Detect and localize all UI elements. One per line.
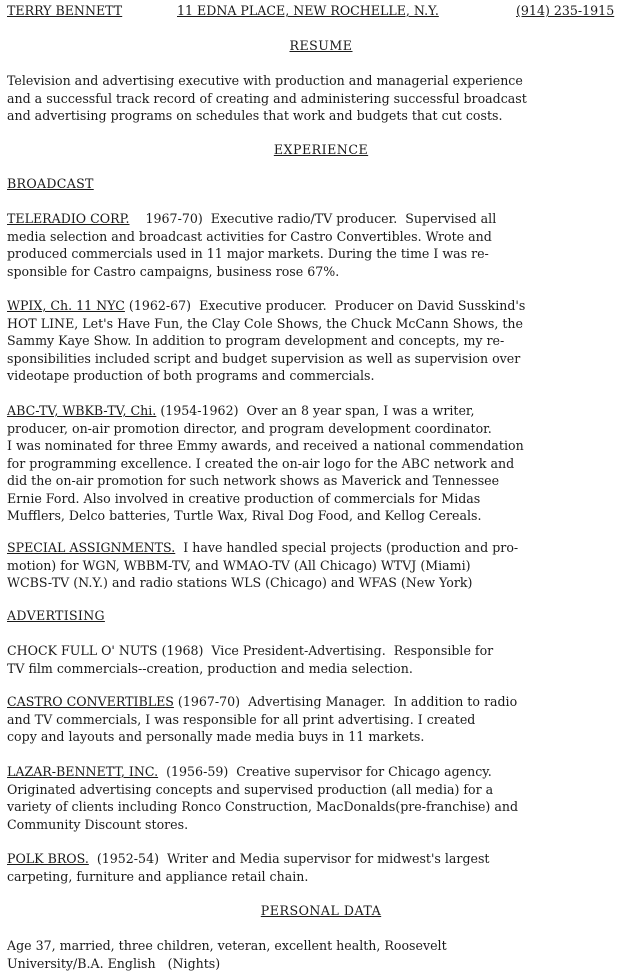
entry-org: WPIX, Ch. 11 NYC — [7, 298, 125, 313]
summary-line: Television and advertising executive with production and managerial experience — [7, 73, 523, 88]
entry-text: I was nominated for three Emmy awards, and received a national commendation — [7, 438, 524, 453]
entry-text: Originated advertising concepts and supervised production (all media) for a — [7, 781, 494, 797]
entry-text: motion) for WGN, WBBM-TV, and WMAO-TV (All Chicago) WTVJ (Miami) — [7, 557, 471, 573]
entry-teleradio — [7, 210, 635, 280]
entry-text: (1968) Vice President-Advertising. Responsible for — [157, 643, 494, 658]
entry-wpix — [7, 297, 635, 385]
summary-paragraph — [7, 72, 635, 125]
entry-text: for programming excellence. I created the on-air logo for the ABC network and — [7, 455, 515, 471]
entry-text: Sammy Kaye Show. In addition to program development and concepts, my re- — [7, 333, 505, 348]
advertising-section-title: ADVERTISING — [7, 608, 105, 623]
entry-text: produced commercials used in 11 major markets. During the time I was re- — [7, 246, 489, 261]
entry-org: TELERADIO CORP. — [7, 211, 130, 226]
personal-data-title: PERSONAL DATA — [260, 903, 382, 918]
entry-text: carpeting, furniture and appliance retail chain. — [7, 868, 309, 884]
entry-lazar-bennett — [7, 763, 635, 833]
entry-castro-convertibles — [7, 693, 635, 746]
contact-header — [7, 2, 635, 20]
entry-text: producer, on-air promotion director, and program development coordinator. — [7, 420, 492, 436]
entry-org: LAZAR-BENNETT, INC. — [7, 764, 159, 779]
entry-text: TV film commercials--creation, production and media selection. — [7, 660, 413, 676]
entry-text: videotape production of both programs and commercials. — [7, 368, 375, 383]
summary-line: and advertising programs on schedules that work and budgets that cut costs. — [7, 108, 503, 123]
entry-text: Mufflers, Delco batteries, Turtle Wax, Rival Dog Food, and Kellog Cereals. — [7, 508, 482, 523]
entry-text: copy and layouts and personally made media buys in 11 markets. — [7, 729, 425, 744]
personal-data-paragraph — [7, 937, 635, 972]
entry-text: media selection and broadcast activities for Castro Convertibles. Wrote and — [7, 228, 492, 244]
personal-line: University/B.A. English (Nights) — [7, 955, 221, 971]
entry-text: variety of clients including Ronco Construction, MacDonalds(pre-franchise) and — [7, 799, 518, 814]
entry-text: 1967-70) Executive radio/TV producer. Supervised all — [129, 211, 497, 226]
entry-text: (1952-54) Writer and Media supervisor for midwest's largest — [88, 851, 490, 866]
candidate-phone: (914) 235-1915 — [516, 3, 615, 18]
entry-text: HOT LINE, Let's Have Fun, the Clay Cole Shows, the Chuck McCann Shows, the — [7, 315, 523, 331]
entry-text: (1954-1962) Over an 8 year span, I was a writer, — [156, 403, 475, 418]
personal-line: Age 37, married, three children, veteran, excellent health, Roosevelt — [7, 938, 447, 953]
entry-text: did the on-air promotion for such network shows as Maverick and Tennessee — [7, 473, 500, 488]
entry-text: I have handled special projects (production and pro- — [175, 540, 519, 555]
candidate-name: TERRY BENNETT — [7, 3, 123, 18]
entry-text: (1956-59) Creative supervisor for Chicago agency. — [158, 764, 492, 779]
entry-abc — [7, 402, 635, 525]
entry-text: sponsible for Castro campaigns, business rose 67%. — [7, 263, 340, 279]
entry-org: POLK BROS. — [7, 851, 89, 866]
candidate-address: 11 EDNA PLACE, NEW ROCHELLE, N.Y. — [177, 3, 439, 18]
experience-title: EXPERIENCE — [273, 142, 369, 157]
entry-org: CASTRO CONVERTIBLES — [7, 694, 174, 709]
entry-text: WCBS-TV (N.Y.) and radio stations WLS (Chicago) and WFAS (New York) — [7, 575, 473, 590]
entry-org: ABC-TV, WBKB-TV, Chi. — [7, 403, 157, 418]
resume-title: RESUME — [289, 38, 353, 53]
entry-text: (1967-70) Advertising Manager. In addition to radio — [173, 694, 518, 709]
entry-polk-bros — [7, 850, 635, 885]
entry-text: Community Discount stores. — [7, 816, 189, 832]
entry-text: Ernie Ford. Also involved in creative production of commercials for Midas — [7, 490, 481, 506]
entry-text: sponsibilities included script and budget supervision as well as supervision over — [7, 350, 521, 366]
entry-text: (1962-67) Executive producer. Producer on David Susskind's — [124, 298, 526, 313]
summary-line: and a successful track record of creating and administering successful broadcast — [7, 90, 527, 106]
broadcast-section-title: BROADCAST — [7, 176, 94, 191]
entry-org: SPECIAL ASSIGNMENTS. — [7, 540, 176, 555]
entry-special-assignments — [7, 539, 635, 592]
entry-org: CHOCK FULL O' NUTS — [7, 643, 158, 658]
entry-chock-full-o-nuts — [7, 642, 635, 677]
entry-text: and TV commercials, I was responsible for all print advertising. I created — [7, 711, 476, 727]
